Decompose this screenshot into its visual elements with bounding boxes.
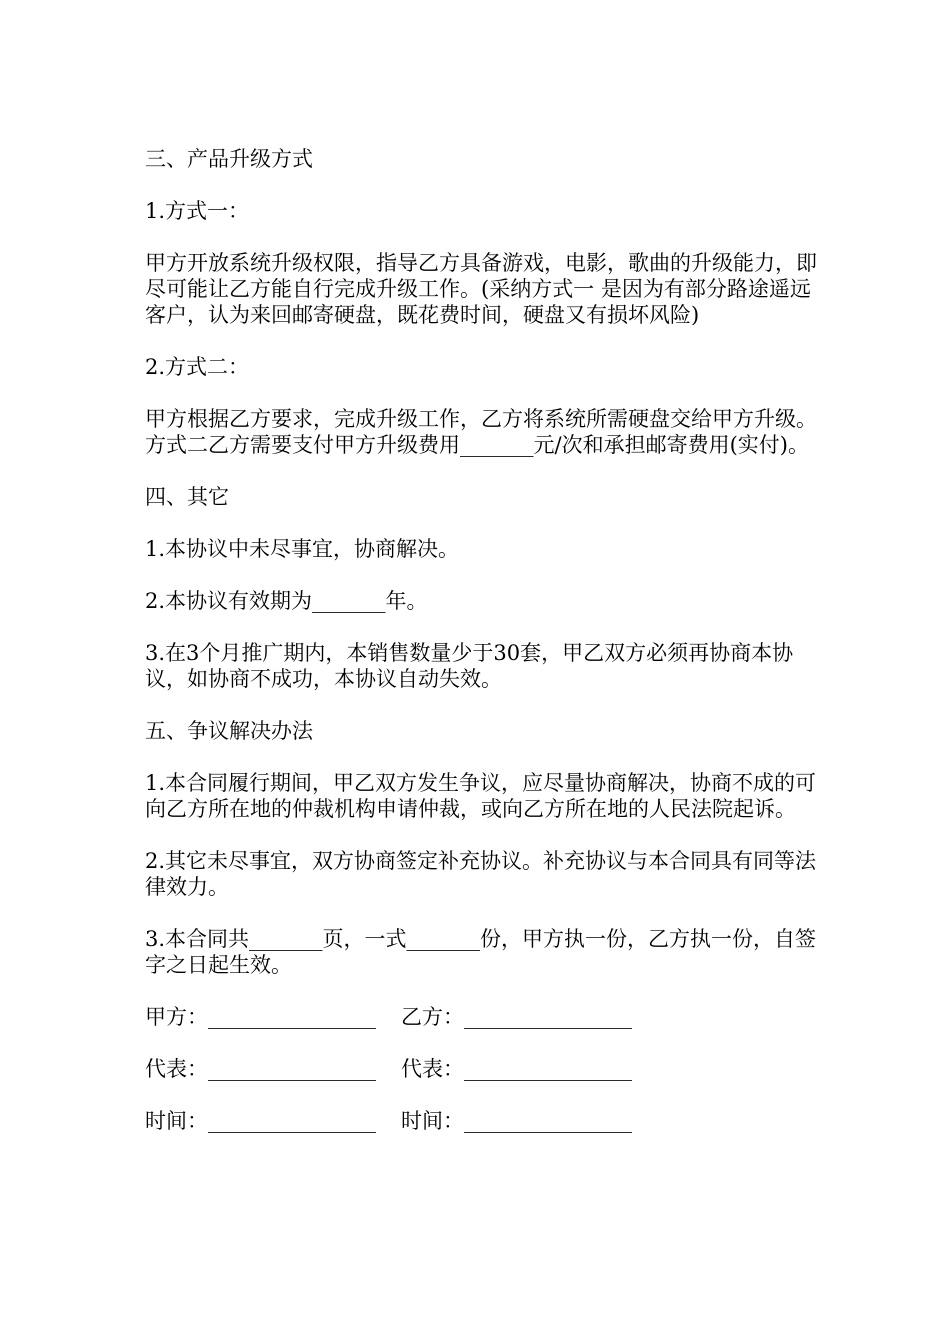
method-2-title: 2.方式二：	[145, 355, 250, 379]
party-a-signature: 甲方：________________	[145, 1005, 376, 1029]
signature-row-representative	[145, 1056, 825, 1082]
party-a-time: 时间：________________	[145, 1109, 376, 1133]
section-5-title: 五、争议解决办法	[145, 719, 313, 743]
party-b-time: 时间：________________	[401, 1109, 632, 1133]
document-body	[145, 146, 825, 1160]
section-4-title: 四、其它	[145, 485, 229, 509]
signature-row-party	[145, 1004, 825, 1030]
party-a-representative: 代表：________________	[145, 1057, 376, 1081]
party-b-representative: 代表：________________	[401, 1057, 632, 1081]
method-2-body: 甲方根据乙方要求，完成升级工作，乙方将系统所需硬盘交给甲方升级。方式二乙方需要支付甲方升级费用_______元/次和承担邮寄费用(实付)。	[145, 407, 817, 457]
section-4-item-3: 3.在3个月推广期内，本销售数量少于30套，甲乙双方必须再协商本协议，如协商不成功，本协议自动失效。	[145, 641, 794, 691]
section-5-item-3: 3.本合同共_______页，一式_______份，甲方执一份，乙方执一份，自签字之日起生效。	[145, 927, 817, 977]
section-4-item-2: 2.本协议有效期为_______年。	[145, 589, 428, 613]
section-3-title: 三、产品升级方式	[145, 147, 313, 171]
signature-row-time	[145, 1108, 825, 1134]
party-b-signature: 乙方：________________	[401, 1005, 632, 1029]
section-5-item-2: 2.其它未尽事宜，双方协商签定补充协议。补充协议与本合同具有同等法律效力。	[145, 849, 817, 899]
section-4-item-1: 1.本协议中未尽事宜，协商解决。	[145, 537, 460, 561]
section-5-item-1: 1.本合同履行期间，甲乙双方发生争议，应尽量协商解决，协商不成的可向乙方所在地的仲裁机构申请仲裁，或向乙方所在地的人民法院起诉。	[145, 771, 817, 821]
method-1-body: 甲方开放系统升级权限，指导乙方具备游戏，电影，歌曲的升级能力，即尽可能让乙方能自行完成升级工作。(采纳方式一 是因为有部分路途遥远客户，认为来回邮寄硬盘，既花费时间，硬盘又有损坏风险)	[145, 251, 817, 327]
method-1-title: 1.方式一：	[145, 199, 250, 223]
